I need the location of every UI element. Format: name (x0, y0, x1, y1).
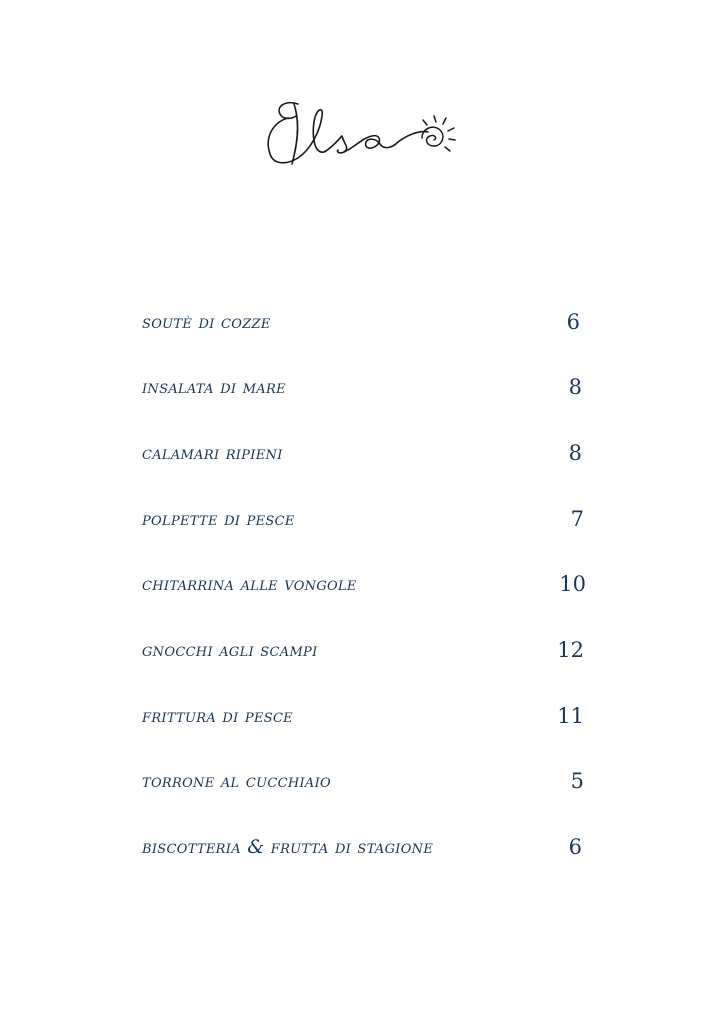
menu-item-name: calamari ripieni (142, 442, 283, 464)
menu-item-name: gnocchi agli scampi (142, 639, 318, 661)
menu-item-price: 5 (570, 769, 584, 793)
menu-item (0, 371, 724, 403)
menu-item (0, 765, 724, 797)
menu-item-name: chitarrina alle vongole (142, 573, 357, 595)
menu-item-price: 7 (570, 507, 584, 531)
menu-item-price: 11 (557, 704, 584, 728)
menu-item (0, 700, 724, 732)
menu-item (0, 437, 724, 469)
menu-item (0, 568, 724, 600)
menu-item-name: polpette di pesce (142, 508, 295, 530)
menu-item-name: insalata di mare (142, 376, 286, 398)
menu-item-price: 8 (568, 441, 582, 465)
menu-item (0, 306, 724, 338)
menu-item (0, 503, 724, 535)
menu-item-price: 10 (559, 572, 586, 596)
menu-item-name: biscotteria & frutta di stagione (142, 836, 434, 858)
menu-item (0, 634, 724, 666)
menu-item-price: 6 (568, 835, 582, 859)
menu-item-price: 12 (557, 638, 584, 662)
menu-item-price: 8 (568, 375, 582, 399)
menu-item-price: 6 (566, 310, 580, 334)
menu-item-name: torrone al cucchiaio (142, 770, 331, 792)
menu-item-name: frittura di pesce (142, 705, 293, 727)
menu-item (0, 831, 724, 863)
menu-item-name: soutè di cozze (142, 311, 271, 333)
